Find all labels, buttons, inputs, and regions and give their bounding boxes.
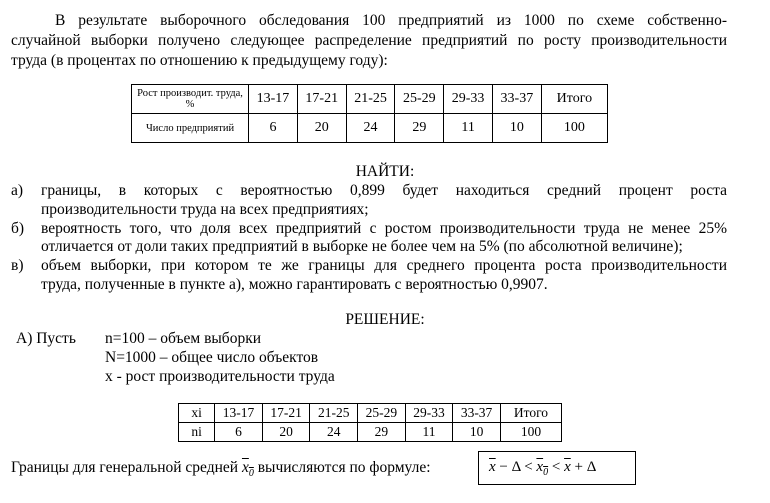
table-cell: 20 (297, 114, 346, 143)
formula-prefix: Границы для генеральной средней (11, 459, 239, 476)
find-a-line-1: границы, в которых с вероятностью 0,899 будет находиться средний процент роста (41, 182, 727, 199)
table-cell: 17-21 (297, 85, 346, 114)
find-b-marker: б) (11, 220, 25, 237)
table-cell: 100 (500, 423, 561, 442)
table-cell: 11 (444, 114, 493, 143)
table-cell: 33-37 (453, 404, 501, 423)
solution-line-3: x - рост производительности труда (105, 368, 335, 385)
table-cell: 21-25 (346, 85, 395, 114)
solution-title: РЕШЕНИЕ: (345, 311, 425, 328)
table-header-cell: xi (179, 404, 215, 423)
find-c-line-1: объем выборки, при котором те же границы для среднего процента роста производительности (41, 257, 727, 274)
table-cell: 29 (358, 423, 406, 442)
table-cell: 21-25 (310, 404, 358, 423)
table-cell: 100 (541, 114, 607, 143)
table-cell: Итого (541, 85, 607, 114)
find-a-line-2: производительности труда на всех предприятиях; (41, 201, 369, 218)
table-row (179, 423, 562, 442)
table-cell: 25-29 (358, 404, 406, 423)
find-b-line-2: отличается от доли таких предприятий в выборке не более чем на 5% (по абсолютной величине); (41, 238, 683, 255)
table-cell: 17-21 (262, 404, 310, 423)
find-b-line-1: вероятность того, что доля всех предприятий с ростом производительности труда не менее 25% (41, 220, 727, 237)
table-row (132, 114, 608, 143)
confidence-interval-formula: $\overline{x} - \Delta < x_0 < \overline{x} + \Delta$ (489, 459, 597, 478)
table-cell: 24 (346, 114, 395, 143)
table-cell: 25-29 (395, 85, 444, 114)
solution-line-1: n=100 – объем выборки (105, 330, 262, 347)
find-title: НАЙТИ: (355, 163, 415, 180)
table-cell: 6 (215, 423, 263, 442)
table-cell: 29 (395, 114, 444, 143)
formula-sentence (11, 459, 431, 483)
table-row (132, 85, 608, 114)
solution-line-2: N=1000 – общее число объектов (105, 349, 319, 366)
table-row (179, 404, 562, 423)
table-cell: 11 (405, 423, 453, 442)
solution-label: А) Пусть (16, 330, 76, 347)
table-header-cell: ni (179, 423, 215, 442)
table-cell: 33-37 (493, 85, 542, 114)
find-a-marker: а) (11, 182, 24, 199)
table-cell: 10 (453, 423, 501, 442)
table-header-cell: Рост производит. труда, % (132, 85, 249, 114)
table-cell: 29-33 (405, 404, 453, 423)
table-cell: Итого (500, 404, 561, 423)
formula-suffix: вычисляются по формуле: (257, 459, 431, 476)
table-cell: 20 (262, 423, 310, 442)
table-header-cell: Число предприятий (132, 114, 249, 143)
intro-line-2: случайной выборки получено следующее распределение предприятий по росту производительности (11, 32, 727, 49)
table-cell: 24 (310, 423, 358, 442)
table-cell: 13-17 (249, 85, 298, 114)
table-cell: 10 (493, 114, 542, 143)
xi-ni-table (178, 403, 562, 442)
formula-box (478, 451, 636, 485)
table-cell: 6 (249, 114, 298, 143)
intro-line-1: В результате выборочного обследования 100 предприятий из 1000 по схеме собственно- (55, 12, 727, 29)
mean-symbol: $x_0$ (241, 459, 254, 480)
find-c-marker: в) (11, 257, 24, 274)
distribution-table (131, 84, 608, 143)
table-cell: 29-33 (444, 85, 493, 114)
find-c-line-2: труда, полученные в пункте а), можно гарантировать с вероятностью 0,9907. (41, 276, 548, 293)
table-cell: 13-17 (215, 404, 263, 423)
intro-line-3: труда (в процентах по отношению к предыдущему году): (11, 52, 388, 69)
